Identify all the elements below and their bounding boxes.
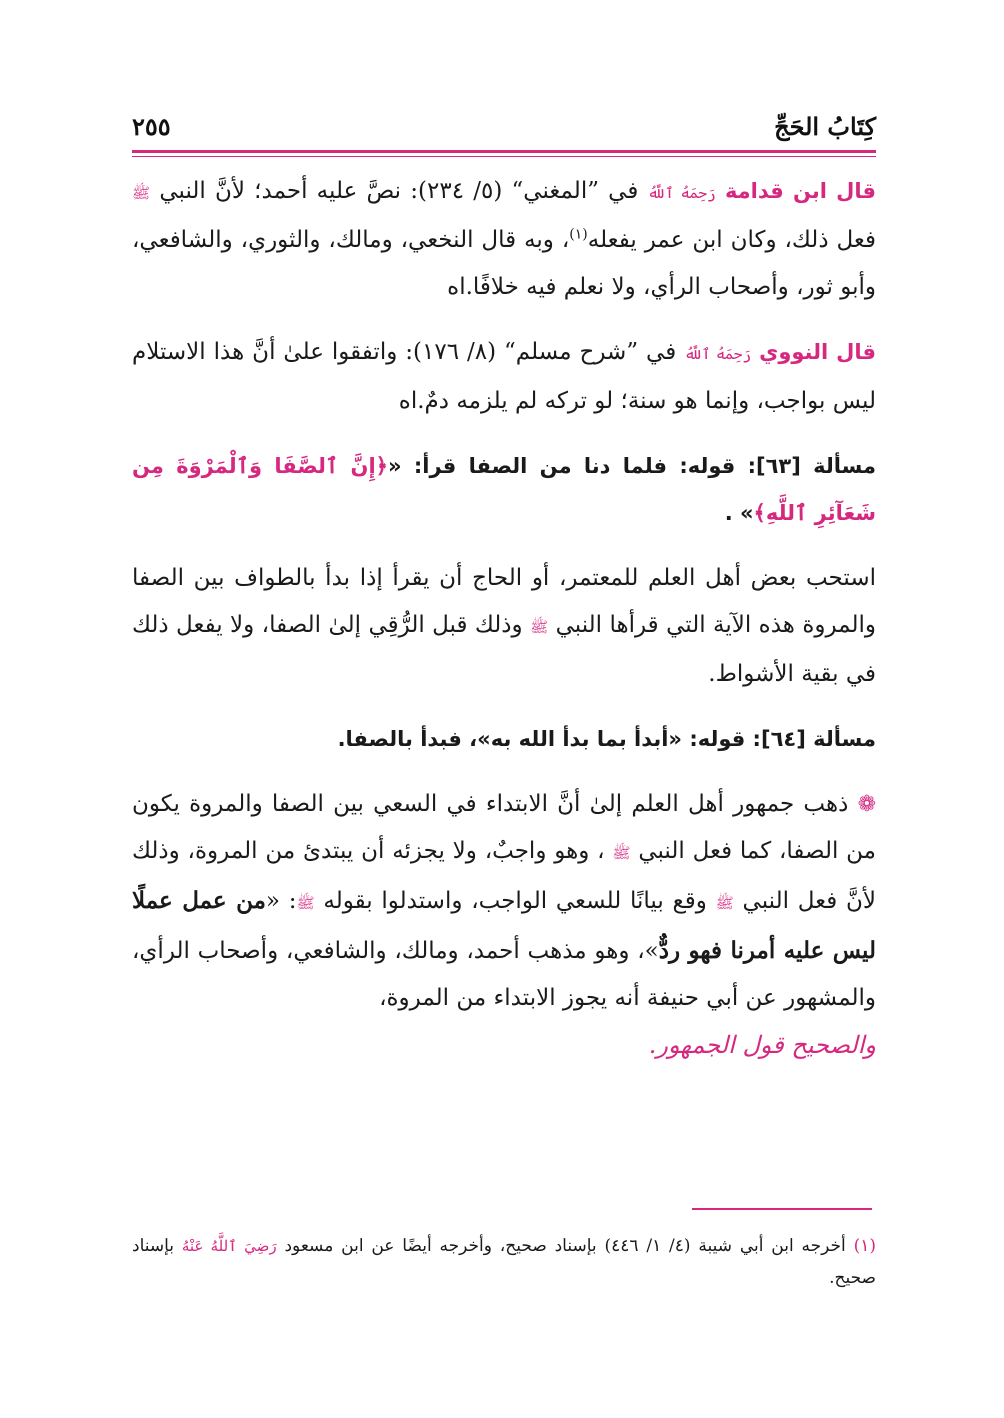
paragraph-text: : « xyxy=(265,888,297,914)
issue-64-body xyxy=(132,781,876,1022)
issue-end: » . xyxy=(724,501,754,525)
footnote-text: بإسناد صحيح. xyxy=(132,1236,876,1288)
honorific-glyph: رَضِيَ ٱللَّهُ عَنْهُ xyxy=(181,1237,277,1255)
paragraph-text: ، وبه قال النخعي، ومالك، والثوري، والشافعي، وأبو ثور، وأصحاب الرأي، ولا نعلم فيه خلافًا.اه xyxy=(132,227,876,300)
paragraph-text: استحب بعض أهل العلم للمعتمر، أو الحاج أن يقرأ إذا بدأ بالطواف بين الصفا والمروة هذه الآية التي قرأها النبي xyxy=(132,565,876,638)
paragraph-text: وقع بيانًا للسعي الواجب، واستدلوا بقوله xyxy=(314,888,707,914)
salawat-glyph: ﷺ xyxy=(612,844,631,862)
footnote-number: (١) xyxy=(853,1236,877,1256)
conclusion-line: والصحيح قول الجمهور. xyxy=(648,1031,876,1059)
salawat-glyph: ﷺ xyxy=(132,184,151,202)
paragraph-text: في ”المغني“ (٥/ ٢٣٤): نصَّ عليه أحمد؛ لأنَّ النبي xyxy=(150,178,639,204)
speaker-label: قال النووي xyxy=(759,340,877,364)
paragraph-text: ، وهو واجبٌ، ولا يجزئه أن يبتدئ من المروة، وذلك لأنَّ فعل النبي xyxy=(132,838,876,914)
honorific-glyph: رَحِمَهُ ٱللَّهُ xyxy=(684,345,752,363)
header-rule-thin xyxy=(132,156,876,157)
hadith-quote: من عمل عملًا ليس عليه أمرنا فهو ردٌّ xyxy=(132,887,877,964)
paragraph-text: ذهب جمهور أهل العلم إلىٰ أنَّ الابتداء في السعي بين الصفا والمروة يكون من الصفا، كما فعل النبي xyxy=(132,791,876,864)
footnote-ref[interactable]: (١) xyxy=(569,226,588,243)
salawat-glyph: ﷺ xyxy=(715,894,734,912)
salawat-glyph: ﷺ xyxy=(530,618,549,636)
salawat-glyph: ﷺ xyxy=(296,894,315,912)
quote-ibn-qudama xyxy=(132,168,876,311)
speaker-label: قال ابن قدامة xyxy=(724,179,876,203)
quote-nawawi xyxy=(132,329,876,425)
issue-63-body xyxy=(132,555,876,698)
paragraph-text: في ”شرح مسلم“ (٨/ ١٧٦): واتفقوا علىٰ أنَّ هذا الاستلام ليس بواجب، وإنما هو سنة؛ لو تركه لم يلزمه دمٌ.اه xyxy=(132,339,876,414)
quran-verse: ﴿إِنَّ ٱلصَّفَا وَٱلْمَرْوَةَ مِن شَعَآئِرِ ٱللَّهِ﴾ xyxy=(132,454,876,525)
running-header xyxy=(132,112,876,146)
issue-title: مسألة [٦٣]: قوله: فلما دنا من الصفا قرأ: « xyxy=(387,454,877,478)
paragraph-text: فعل ذلك، وكان ابن عمر يفعله xyxy=(587,227,876,253)
footnote-divider xyxy=(692,1208,872,1210)
honorific-glyph: رَحِمَهُ ٱللَّهُ xyxy=(647,184,716,202)
issue-63-heading xyxy=(132,443,876,537)
issue-64-heading: مسألة [٦٤]: قوله: «أبدأ بما بدأ الله به»، فبدأ بالصفا. xyxy=(337,727,876,751)
header-rule-thick xyxy=(132,150,876,153)
footnote xyxy=(132,1230,876,1294)
paragraph-text: وذلك قبل الرُّقِي إلىٰ الصفا، ولا يفعل ذلك في بقية الأشواط. xyxy=(132,612,876,687)
book-title: كِتَابُ الحَجِّ xyxy=(774,112,876,141)
paragraph-text: »، وهو مذهب أحمد، ومالك، والشافعي، وأصحاب الرأي، والمشهور عن أبي حنيفة أنه يجوز الابتداء من المروة، xyxy=(132,938,876,1011)
main-content xyxy=(132,168,876,1069)
page-number: ٢٥٥ xyxy=(132,112,171,141)
flower-ornament-icon: ❁ xyxy=(857,792,876,817)
footnote-text: أخرجه ابن أبي شيبة (٤/ ١/ ٤٤٦) بإسناد صحيح، وأخرجه أيضًا عن ابن مسعود xyxy=(276,1236,854,1256)
